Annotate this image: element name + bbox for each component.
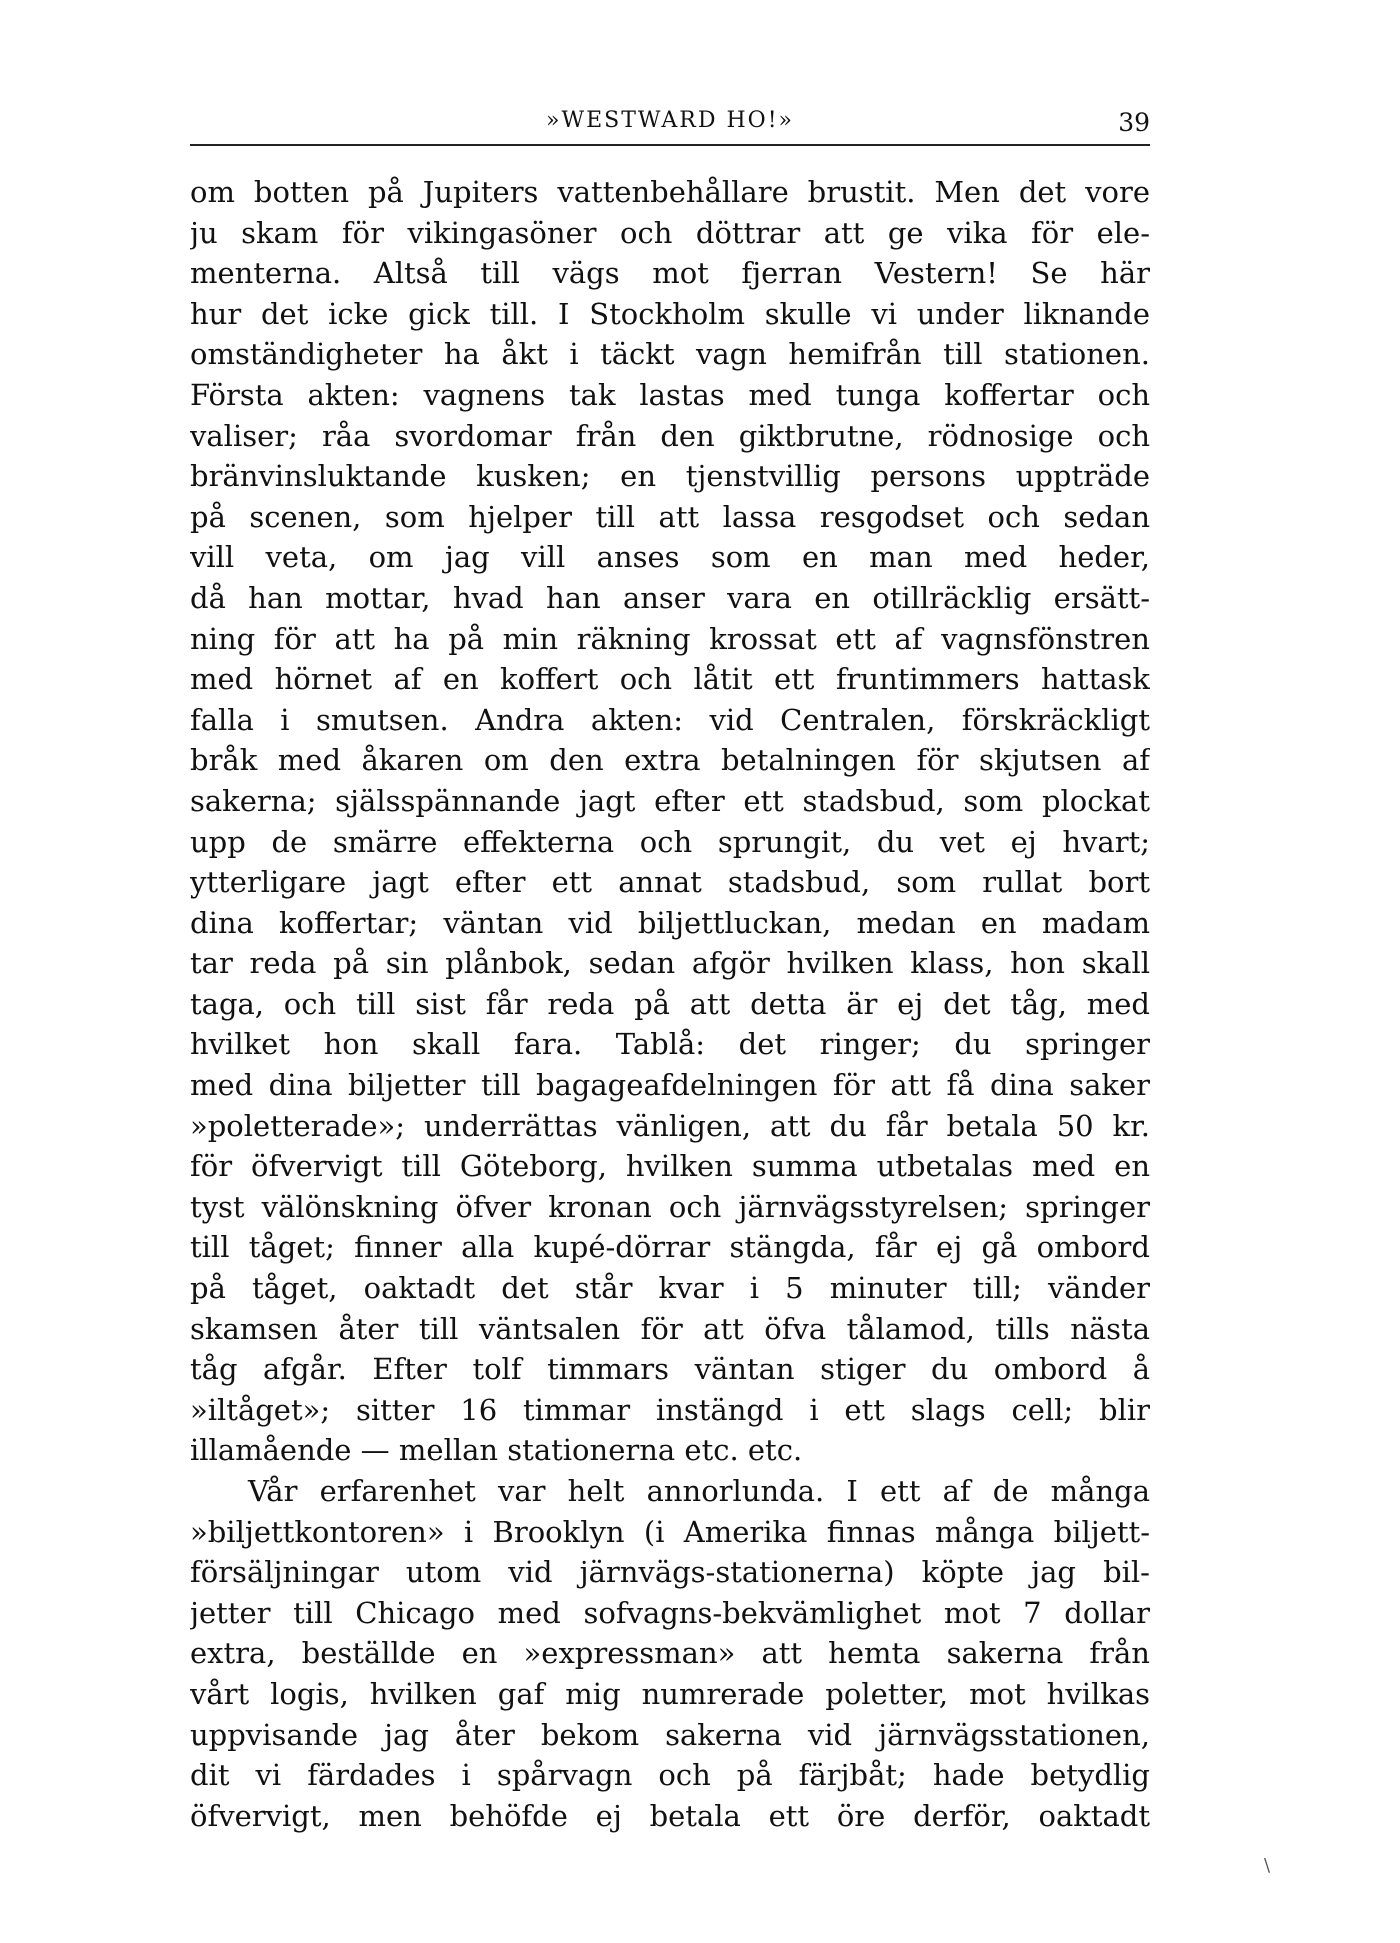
text-line: hur det icke gick till. I Stockholm skulle vi under liknande — [190, 296, 1150, 331]
text-line: på scenen, som hjelper till att lassa resgodset och sedan — [190, 499, 1150, 534]
text-line: upp de smärre effekterna och sprungit, du vet ej hvart; — [190, 824, 1150, 859]
text-line: för öfvervigt till Göteborg, hvilken summa utbetalas med en — [190, 1149, 1150, 1184]
text-line: vårt logis, hvilken gaf mig numrerade poletter, mot hvilkas — [190, 1676, 1150, 1711]
header-rule — [190, 144, 1150, 146]
text-line: om botten på Jupiters vattenbehållare brustit. Men det vore — [190, 175, 1150, 209]
body-text — [190, 172, 1150, 1836]
text-line: extra, beställde en »expressman» att hemta sakerna från — [190, 1636, 1150, 1671]
text-line: ytterligare jagt efter ett annat stadsbud, som rullat bort — [190, 865, 1150, 900]
text-line: till tåget; finner alla kupé-dörrar stängda, får ej gå ombord — [190, 1230, 1150, 1265]
page-number: 39 — [1118, 108, 1150, 137]
text-line: ning för att ha på min räkning krossat ett af vagnsfönstren — [190, 621, 1150, 656]
text-line: sakerna; själsspännande jagt efter ett stadsbud, som plockat — [190, 783, 1150, 818]
text-line: hvilket hon skall fara. Tablå: det ringer; du springer — [190, 1027, 1150, 1062]
text-line: dit vi färdades i spårvagn och på färjbåt; hade betydlig — [190, 1758, 1150, 1793]
text-line: bränvinsluktande kusken; en tjenstvillig persons uppträde — [190, 459, 1150, 494]
text-line: tar reda på sin plånbok, sedan afgör hvilken klass, hon skall — [190, 946, 1150, 981]
text-line: tåg afgår. Efter tolf timmars väntan stiger du ombord å — [190, 1352, 1150, 1387]
paragraph-end-line: illamående — mellan stationerna etc. etc. — [190, 1433, 803, 1468]
text-line: valiser; råa svordomar från den giktbrutne, rödnosige och — [190, 418, 1150, 453]
text-line: ju skam för vikingasöner och döttrar att ge vika för ele- — [190, 215, 1150, 250]
text-line: på tåget, oaktadt det står kvar i 5 minuter till; vänder — [190, 1271, 1150, 1306]
text-line: vill veta, om jag vill anses som en man med heder, — [190, 540, 1150, 575]
text-line: uppvisande jag åter bekom sakerna vid järnvägsstationen, — [190, 1717, 1150, 1752]
text-line: jetter till Chicago med sofvagns-bekvämlighet mot 7 dollar — [190, 1595, 1150, 1630]
text-line: öfvervigt, men behöfde ej betala ett öre derför, oaktadt — [190, 1798, 1150, 1833]
paragraph-start-line: Vår erfarenhet var helt annorlunda. I ett af de många — [248, 1474, 1150, 1508]
text-line: bråk med åkaren om den extra betalningen för skjutsen af — [190, 743, 1150, 778]
text-line: försäljningar utom vid järnvägs-stationerna) köpte jag bil- — [190, 1555, 1150, 1590]
text-line: taga, och till sist får reda på att detta är ej det tåg, med — [190, 986, 1150, 1021]
text-line: »poletterade»; underrättas vänligen, att du får betala 50 kr. — [190, 1108, 1150, 1143]
text-line: Första akten: vagnens tak lastas med tunga koffertar och — [190, 377, 1150, 412]
text-line: menterna. Altså till vägs mot fjerran Vestern! Se här — [190, 256, 1150, 291]
text-line: falla i smutsen. Andra akten: vid Centralen, förskräckligt — [190, 702, 1150, 737]
text-line: med dina biljetter till bagageafdelningen för att få dina saker — [190, 1068, 1150, 1103]
text-line: omständigheter ha åkt i täckt vagn hemifrån till stationen. — [190, 337, 1150, 372]
text-line: då han mottar, hvad han anser vara en otillräcklig ersätt- — [190, 580, 1150, 615]
text-line: »biljettkontoren» i Brooklyn (i Amerika finnas många biljett- — [190, 1514, 1150, 1549]
text-line: skamsen åter till väntsalen för att öfva tålamod, tills nästa — [190, 1311, 1150, 1346]
text-line: tyst välönskning öfver kronan och järnvägsstyrelsen; springer — [190, 1189, 1150, 1224]
running-title: »WESTWARD HO!» — [546, 108, 794, 133]
text-line: »iltåget»; sitter 16 timmar instängd i ett slags cell; blir — [190, 1392, 1150, 1427]
text-line: med hörnet af en koffert och låtit ett fruntimmers hattask — [190, 662, 1150, 697]
stray-ink-mark: \ — [1264, 1855, 1271, 1876]
running-head — [190, 108, 1150, 142]
text-line: dina koffertar; väntan vid biljettluckan, medan en madam — [190, 905, 1150, 940]
